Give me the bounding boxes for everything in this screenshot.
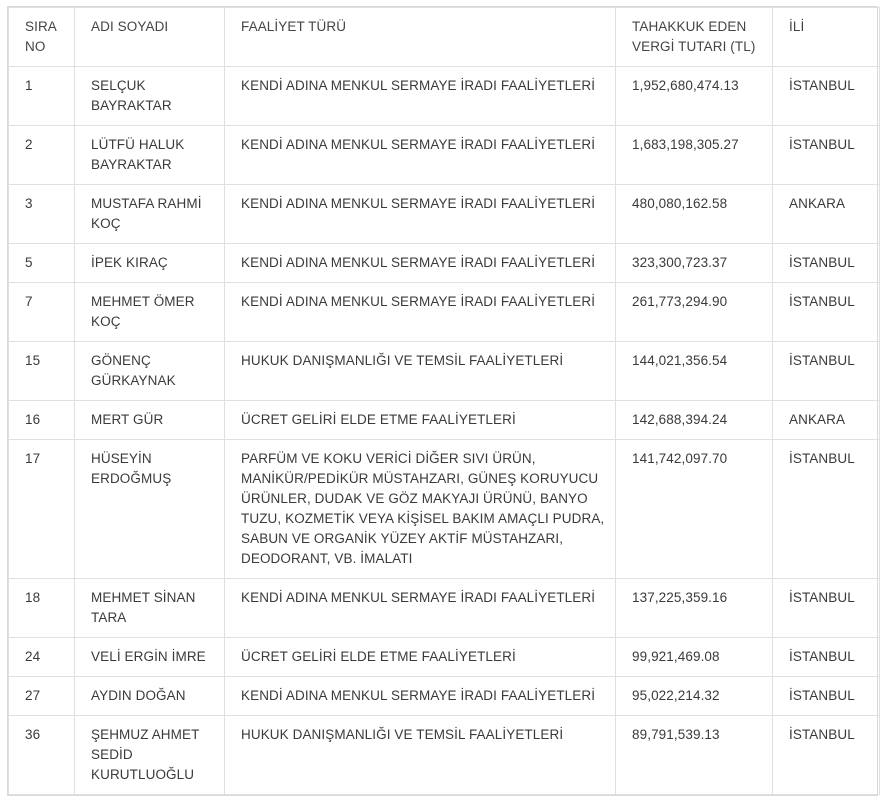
- cell-sira-no: 36: [9, 716, 75, 795]
- cell-adi-soyadi: LÜTFÜ HALUK BAYRAKTAR: [75, 126, 225, 185]
- cell-ili: İSTANBUL: [773, 283, 880, 342]
- cell-ili: İSTANBUL: [773, 638, 880, 677]
- cell-vergi-tutari: 95,022,214.32: [616, 677, 773, 716]
- table-row: [9, 401, 880, 440]
- cell-ili: ANKARA: [773, 401, 880, 440]
- table-row: [9, 67, 880, 126]
- cell-adi-soyadi: MEHMET SİNAN TARA: [75, 579, 225, 638]
- header-ili: İLİ: [773, 8, 880, 67]
- table-row: [9, 716, 880, 795]
- cell-faaliyet-turu: KENDİ ADINA MENKUL SERMAYE İRADI FAALİYETLERİ: [225, 185, 616, 244]
- cell-faaliyet-turu: KENDİ ADINA MENKUL SERMAYE İRADI FAALİYETLERİ: [225, 677, 616, 716]
- table-row: [9, 283, 880, 342]
- cell-sira-no: 27: [9, 677, 75, 716]
- cell-ili: İSTANBUL: [773, 342, 880, 401]
- cell-ili: İSTANBUL: [773, 677, 880, 716]
- cell-faaliyet-turu: KENDİ ADINA MENKUL SERMAYE İRADI FAALİYETLERİ: [225, 67, 616, 126]
- cell-faaliyet-turu: ÜCRET GELİRİ ELDE ETME FAALİYETLERİ: [225, 401, 616, 440]
- cell-ili: İSTANBUL: [773, 67, 880, 126]
- cell-ili: İSTANBUL: [773, 440, 880, 579]
- cell-vergi-tutari: 99,921,469.08: [616, 638, 773, 677]
- cell-adi-soyadi: MEHMET ÖMER KOÇ: [75, 283, 225, 342]
- cell-adi-soyadi: VELİ ERGİN İMRE: [75, 638, 225, 677]
- cell-faaliyet-turu: HUKUK DANIŞMANLIĞI VE TEMSİL FAALİYETLERİ: [225, 342, 616, 401]
- cell-ili: İSTANBUL: [773, 579, 880, 638]
- table-row: [9, 185, 880, 244]
- cell-vergi-tutari: 141,742,097.70: [616, 440, 773, 579]
- table-row: [9, 579, 880, 638]
- cell-sira-no: 15: [9, 342, 75, 401]
- table-row: [9, 342, 880, 401]
- cell-adi-soyadi: AYDIN DOĞAN: [75, 677, 225, 716]
- header-faaliyet-turu: FAALİYET TÜRÜ: [225, 8, 616, 67]
- cell-sira-no: 16: [9, 401, 75, 440]
- header-vergi-tutari: TAHAKKUK EDEN VERGİ TUTARI (TL): [616, 8, 773, 67]
- table-row: [9, 677, 880, 716]
- table-body: [9, 67, 880, 795]
- tax-table-container: [7, 6, 878, 796]
- cell-vergi-tutari: 1,683,198,305.27: [616, 126, 773, 185]
- cell-vergi-tutari: 89,791,539.13: [616, 716, 773, 795]
- cell-faaliyet-turu: KENDİ ADINA MENKUL SERMAYE İRADI FAALİYETLERİ: [225, 244, 616, 283]
- cell-vergi-tutari: 323,300,723.37: [616, 244, 773, 283]
- cell-sira-no: 24: [9, 638, 75, 677]
- cell-faaliyet-turu: KENDİ ADINA MENKUL SERMAYE İRADI FAALİYETLERİ: [225, 579, 616, 638]
- cell-adi-soyadi: İPEK KIRAÇ: [75, 244, 225, 283]
- table-row: [9, 244, 880, 283]
- cell-adi-soyadi: SELÇUK BAYRAKTAR: [75, 67, 225, 126]
- cell-ili: İSTANBUL: [773, 244, 880, 283]
- cell-adi-soyadi: MUSTAFA RAHMİ KOÇ: [75, 185, 225, 244]
- table-row: [9, 126, 880, 185]
- cell-faaliyet-turu: HUKUK DANIŞMANLIĞI VE TEMSİL FAALİYETLERİ: [225, 716, 616, 795]
- cell-vergi-tutari: 142,688,394.24: [616, 401, 773, 440]
- cell-adi-soyadi: ŞEHMUZ AHMET SEDİD KURUTLUOĞLU: [75, 716, 225, 795]
- table-header-row: [9, 8, 880, 67]
- cell-faaliyet-turu: PARFÜM VE KOKU VERİCİ DİĞER SIVI ÜRÜN, MANİKÜR/PEDİKÜR MÜSTAHZARI, GÜNEŞ KORUYUCU ÜRÜNLER, DUDAK VE GÖZ MAKYAJI ÜRÜNÜ, BANYO TUZU, KOZMETİK VEYA KİŞİSEL BAKIM AMAÇLI PUDRA, SABUN VE ORGANİK YÜZEY AKTİF MÜSTAHZARI, DEODORANT, VB. İMALATI: [225, 440, 616, 579]
- cell-sira-no: 18: [9, 579, 75, 638]
- cell-ili: ANKARA: [773, 185, 880, 244]
- cell-vergi-tutari: 144,021,356.54: [616, 342, 773, 401]
- cell-faaliyet-turu: ÜCRET GELİRİ ELDE ETME FAALİYETLERİ: [225, 638, 616, 677]
- cell-ili: İSTANBUL: [773, 716, 880, 795]
- table-row: [9, 440, 880, 579]
- cell-vergi-tutari: 137,225,359.16: [616, 579, 773, 638]
- cell-sira-no: 17: [9, 440, 75, 579]
- cell-ili: İSTANBUL: [773, 126, 880, 185]
- cell-sira-no: 1: [9, 67, 75, 126]
- cell-vergi-tutari: 480,080,162.58: [616, 185, 773, 244]
- header-sira-no: SIRA NO: [9, 8, 75, 67]
- cell-sira-no: 7: [9, 283, 75, 342]
- cell-faaliyet-turu: KENDİ ADINA MENKUL SERMAYE İRADI FAALİYETLERİ: [225, 126, 616, 185]
- cell-sira-no: 2: [9, 126, 75, 185]
- cell-vergi-tutari: 1,952,680,474.13: [616, 67, 773, 126]
- cell-faaliyet-turu: KENDİ ADINA MENKUL SERMAYE İRADI FAALİYETLERİ: [225, 283, 616, 342]
- table-row: [9, 638, 880, 677]
- cell-sira-no: 3: [9, 185, 75, 244]
- tax-table: [8, 7, 880, 795]
- cell-sira-no: 5: [9, 244, 75, 283]
- header-adi-soyadi: ADI SOYADI: [75, 8, 225, 67]
- cell-adi-soyadi: HÜSEYİN ERDOĞMUŞ: [75, 440, 225, 579]
- cell-vergi-tutari: 261,773,294.90: [616, 283, 773, 342]
- cell-adi-soyadi: GÖNENÇ GÜRKAYNAK: [75, 342, 225, 401]
- cell-adi-soyadi: MERT GÜR: [75, 401, 225, 440]
